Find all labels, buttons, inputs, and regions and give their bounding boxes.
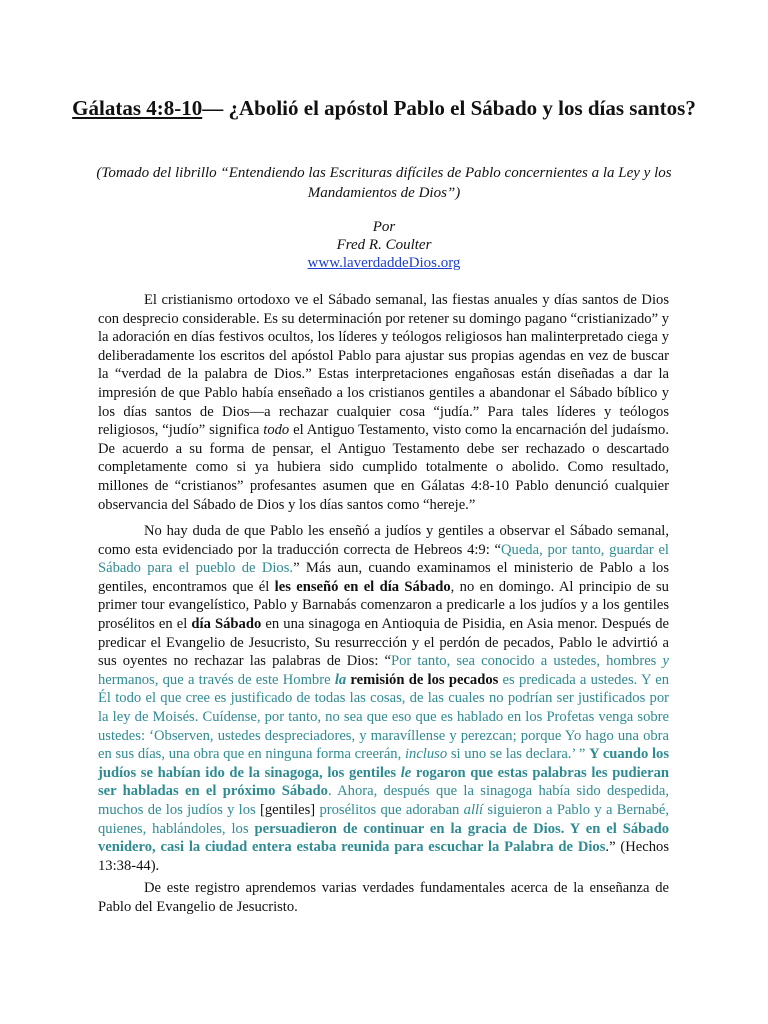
page-title — [60, 94, 708, 122]
p2-s3: , no en domingo. Al principio de su primer tour evangelístico, Pablo y Barnabás comenzaron a predicarle a los judíos y a los gentiles prosélitos en el — [98, 578, 669, 632]
paragraph-1 — [98, 291, 669, 514]
byline — [60, 218, 708, 272]
p2-bold-1: les enseñó en el día Sábado — [274, 578, 451, 595]
p2-quote-8: siguieron a Pablo y a Bernabé, quienes, hablándoles, los — [98, 801, 669, 837]
p2-quote-hebrews: Queda, por tanto, guardar el Sábado para el pueblo de Dios. — [98, 541, 669, 577]
p2-bold-2: día Sábado — [191, 615, 262, 632]
p2-quote-4-italic: incluso — [404, 746, 448, 763]
paragraph-3: De este registro aprendemos varias verdades fundamentales acerca de la enseñanza de Pablo del Evangelio de Jesucristo. — [98, 880, 669, 915]
p2-quote-2-italic: y — [662, 653, 669, 670]
paragraph-2 — [98, 522, 669, 875]
source-note: (Tomado del librillo “Entendiendo las Escrituras difíciles de Pablo concernientes a la Ley y los Mandamientos de Dios”) — [96, 165, 672, 201]
p2-s2: ” Más aun, cuando examinamos el ministerio de Pablo a los gentiles, encontramos que él — [98, 560, 670, 595]
p2-quote-3: hermanos, que a través de este Hombre — [98, 671, 335, 688]
p2-s1: No hay duda de que Pablo les enseñó a judíos y gentiles a observar el Sábado semanal, como esta evidenciado por la traducción correcta de Hebreos 4:9: “ — [98, 523, 669, 558]
p2-quote-6: . Ahora, después que la sinagoga había sido despedida, muchos de los judíos y los — [98, 783, 669, 818]
p2-quote-bold-3: persuadieron de continuar en la gracia de Dios. Y en el Sábado venidero, casi la ciudad entera estaba reunida para escuchar la Palabra de Dios — [98, 820, 669, 856]
p2-quote-7: prosélitos que adoraban — [315, 801, 464, 818]
p2-quote-7-italic: allí — [463, 801, 484, 818]
scripture-reference: Gálatas 4:8-10 — [72, 96, 203, 120]
p2-quote-4: es predicada a ustedes. Y en Él todo el que cree es justificado de todas las cosas, de las cuales no podrían ser justificados por la ley de Moisés. Cuídense, por tanto, no sea que eso que es hablado en los Profetas venga sobre ustedes: ‘Observen, ustedes despreciadores, y maravíllense y perezcan; porque Yo hago una obra en sus días, una obra que en ninguna forma creerán, — [98, 671, 669, 763]
p2-s4: en una sinagoga en Antioquia de Pisidia, en Asia menor. Después de predicar el Evangelio de Jesucristo, Su resurrección y el perdón de pecados, Pablo le advirtió a sus oyentes no rechazar las palabras de Dios: “ — [98, 615, 669, 670]
paragraph-1-emphasis: todo — [263, 422, 290, 439]
p2-quote-bold-2: rogaron que estas palabras les pudieran ser habladas en el próximo Sábado — [98, 764, 669, 800]
title-dash: — — [202, 96, 224, 120]
p2-quote-2: Por tanto, sea conocido a ustedes, hombres — [391, 653, 663, 670]
p2-quote-5: si uno se las declara.’ ” — [447, 746, 590, 763]
p2-bracket: [gentiles] — [260, 801, 316, 818]
p2-citation: .” (Hechos 13:38-44). — [98, 839, 669, 874]
paragraph-1-text: El cristianismo ortodoxo ve el Sábado semanal, las fiestas anuales y días santos de Dios con desprecio considerable. Es su determinación por retener su domingo pagano “cristianizado” y la adoración en días festivos ocultos, los líderes y teólogos religiosos han malinterpretado ciega y deliberadamente los escritos del apóstol Pablo para ajustar sus propias agendas en vez de buscar la “verdad de la palabra de Dios.” Estas interpretaciones engañosas están diseñadas a dar la impresión de que Pablo había enseñado a los cristianos gentiles a abandonar el Sábado bíblico y los días santos de Dios—a rechazar cualquier cosa “judía.” Para tales líderes y teólogos religiosos, “judío” significa — [98, 292, 669, 439]
p2-quote-3-bold-italic: la — [334, 671, 347, 688]
p2-quote-3-bold: remisión de los pecados — [346, 671, 499, 688]
paragraph-1-end: el Antiguo Testamento, visto como la encarnación del judaísmo. De acuerdo a su forma de pensar, el Antiguo Testamento debe ser rechazado o descartado completamente como si ya hubiera sido cumplido totalmente o abolido. Como resultado, millones de “cristianos” profesantes asumen que en Gálatas 4:8-10 Pablo denunció cualquier observancia del Sábado de Dios y los días santos como “hereje.” — [98, 422, 669, 513]
byline-por: Por — [372, 219, 396, 235]
p2-quote-bold-italic: le — [400, 764, 412, 781]
p2-quote-bold-1: Y cuando los judíos se habían ido de la sinagoga, los gentiles — [98, 746, 669, 781]
author-name: Fred R. Coulter — [336, 237, 432, 253]
title-question: ¿Abolió el apóstol Pablo el Sábado y los días santos? — [223, 96, 696, 120]
website-link[interactable]: www.laverdaddeDios.org — [307, 255, 461, 271]
